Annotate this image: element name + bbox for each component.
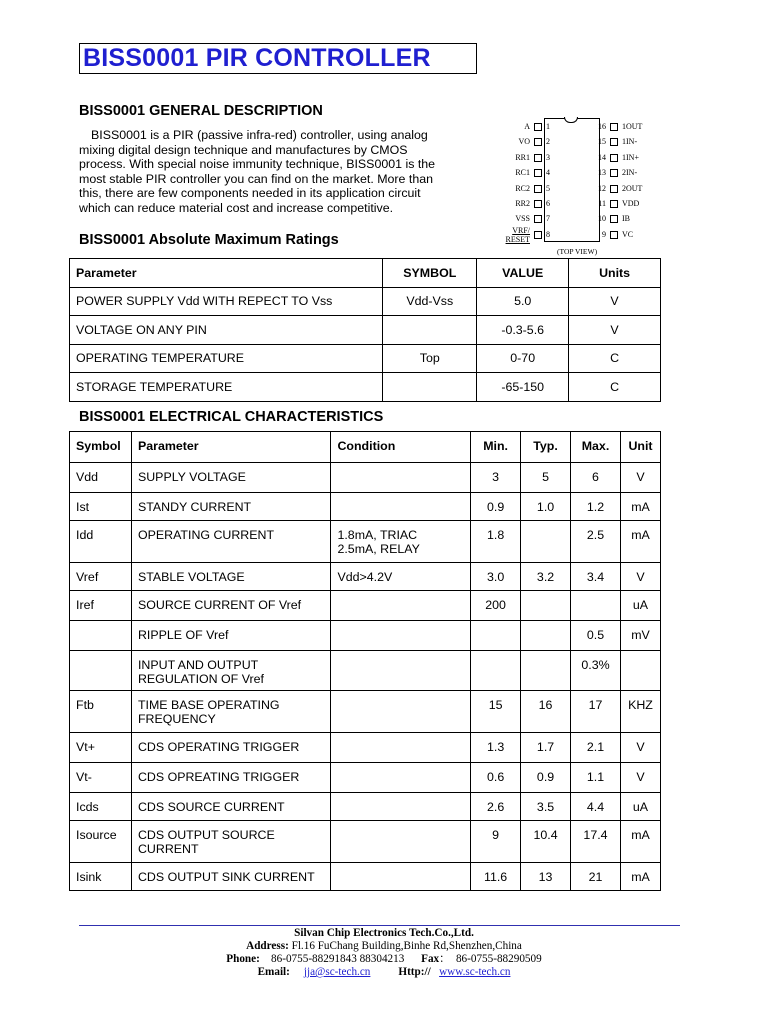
cell-condition bbox=[331, 763, 471, 793]
cell-max bbox=[571, 493, 621, 521]
cell-value: 0-70 bbox=[477, 344, 569, 373]
cell-units: V bbox=[569, 287, 661, 316]
pin-square bbox=[610, 169, 618, 177]
pin-name: VDD bbox=[622, 199, 640, 208]
cell-min bbox=[471, 863, 521, 891]
cell-value: 5.0 bbox=[477, 287, 569, 316]
cell-text: uA bbox=[632, 598, 649, 612]
cell-text: 1.3 bbox=[486, 740, 505, 754]
cell-text: Iref bbox=[76, 598, 94, 612]
pin-name: 1IN+ bbox=[622, 152, 639, 162]
cell-unit bbox=[620, 863, 660, 891]
description-line: most stable PIR controller you can find on the market. More than bbox=[79, 171, 433, 186]
cell-unit bbox=[620, 733, 660, 763]
description-line: mixing digital design technique and manufactures by CMOS bbox=[79, 142, 408, 157]
cell-text: OPERATING CURRENT bbox=[137, 528, 275, 542]
cell-text: 0.9 bbox=[536, 770, 555, 784]
cell-text: 3.2 bbox=[536, 570, 555, 584]
cell-text: mA bbox=[631, 828, 650, 842]
cell-text: Vdd bbox=[76, 470, 99, 484]
cell-text: 1.1 bbox=[586, 770, 605, 784]
pin-square bbox=[610, 200, 618, 208]
footer-phone: 86-0755-88291843 88304213 bbox=[271, 953, 405, 965]
absmax-heading: BISS0001 Absolute Maximum Ratings bbox=[79, 232, 339, 248]
cell-unit bbox=[620, 763, 660, 793]
table-row bbox=[70, 287, 661, 316]
cell-text: Vdd>4.2V bbox=[337, 570, 393, 584]
cell-max bbox=[571, 863, 621, 891]
cell-symbol bbox=[70, 463, 132, 493]
cell-typ bbox=[521, 463, 571, 493]
pin-name: RC2 bbox=[515, 183, 530, 193]
cell-symbol bbox=[383, 316, 477, 345]
elec-table bbox=[69, 431, 661, 891]
cell-condition bbox=[331, 733, 471, 763]
cell-text: STABLE VOLTAGE bbox=[137, 570, 245, 584]
cell-text-line2: REGULATION OF Vref bbox=[137, 672, 264, 686]
cell-symbol bbox=[70, 591, 132, 621]
table-row bbox=[70, 651, 661, 691]
pin-right-10 bbox=[500, 214, 660, 225]
cell-text: 1.8 bbox=[486, 528, 505, 542]
description-line: process. With special noise immunity technique, BISS0001 is the bbox=[79, 157, 436, 172]
pin-number: 6 bbox=[546, 199, 550, 208]
cell-text: 3.4 bbox=[586, 570, 605, 584]
cell-symbol bbox=[70, 821, 132, 863]
cell-symbol bbox=[383, 373, 477, 402]
cell-text: CDS OPREATING TRIGGER bbox=[137, 770, 300, 784]
header-max: Max. bbox=[571, 432, 621, 463]
pinout-diagram bbox=[500, 118, 660, 260]
cell-symbol: Top bbox=[383, 344, 477, 373]
footer-divider bbox=[79, 925, 680, 926]
pin-number: 1 bbox=[546, 122, 550, 131]
cell-typ bbox=[521, 733, 571, 763]
cell-text: 21 bbox=[588, 870, 603, 884]
header-parameter: Parameter bbox=[70, 259, 383, 288]
pin-number: 12 bbox=[598, 183, 606, 193]
table-row bbox=[70, 373, 661, 402]
cell-text: 0.9 bbox=[486, 500, 505, 514]
footer-fax-label: Fax bbox=[421, 953, 440, 965]
cell-text: Icds bbox=[76, 800, 99, 814]
title-box bbox=[79, 43, 477, 74]
cell-parameter: VOLTAGE ON ANY PIN bbox=[70, 316, 383, 345]
pin-number: 11 bbox=[598, 199, 606, 208]
cell-text-line2: FREQUENCY bbox=[137, 712, 216, 726]
cell-text: 15 bbox=[488, 698, 503, 712]
cell-condition bbox=[331, 463, 471, 493]
cell-unit bbox=[620, 591, 660, 621]
cell-max bbox=[571, 793, 621, 821]
page-title: BISS0001 PIR CONTROLLER bbox=[83, 44, 431, 72]
cell-text-line2: CURRENT bbox=[137, 842, 199, 856]
cell-unit bbox=[620, 563, 660, 591]
pin-square bbox=[610, 215, 618, 223]
cell-units: C bbox=[569, 344, 661, 373]
pin-square bbox=[610, 231, 618, 239]
pin-right-13 bbox=[500, 168, 660, 179]
table-row bbox=[70, 521, 661, 563]
cell-min bbox=[471, 651, 521, 691]
pin-name: RR2 bbox=[515, 199, 530, 208]
cell-text: Isink bbox=[76, 870, 102, 884]
cell-value: -65-150 bbox=[477, 373, 569, 402]
cell-min bbox=[471, 591, 521, 621]
cell-text-line2: 2.5mA, RELAY bbox=[337, 542, 420, 556]
cell-text: SOURCE CURRENT OF Vref bbox=[137, 598, 302, 612]
footer-email-link[interactable]: jja@sc-tech.cn bbox=[303, 966, 371, 978]
cell-min bbox=[471, 621, 521, 651]
cell-text: V bbox=[636, 770, 645, 784]
cell-text: INPUT AND OUTPUT bbox=[137, 658, 259, 672]
cell-text: KHZ bbox=[628, 698, 653, 712]
cell-text: 9 bbox=[492, 828, 500, 842]
description-line: BISS0001 is a PIR (passive infra-red) controller, using analog bbox=[91, 128, 428, 142]
header-typ: Typ. bbox=[521, 432, 571, 463]
cell-value: -0.3-5.6 bbox=[477, 316, 569, 345]
pin-right-11 bbox=[500, 199, 660, 210]
cell-typ bbox=[521, 691, 571, 733]
cell-text: CDS OUTPUT SOURCE bbox=[137, 828, 275, 842]
cell-text: 13 bbox=[538, 870, 553, 884]
cell-text: 10.4 bbox=[533, 828, 558, 842]
pin-name: 2OUT bbox=[622, 183, 643, 193]
pin-number: 4 bbox=[546, 168, 550, 178]
cell-condition bbox=[331, 651, 471, 691]
cell-typ bbox=[521, 591, 571, 621]
cell-text: Idd bbox=[76, 528, 94, 542]
description-line: which can reduce material cost and increase competitive. bbox=[79, 200, 394, 215]
cell-text: V bbox=[636, 570, 645, 584]
table-row bbox=[70, 344, 661, 373]
cell-text: 1.8mA, TRIAC bbox=[337, 528, 418, 542]
cell-text: mA bbox=[631, 528, 650, 542]
cell-text: 2.6 bbox=[486, 800, 505, 814]
table-row bbox=[70, 563, 661, 591]
cell-text: STANDY CURRENT bbox=[137, 500, 252, 514]
table-row bbox=[70, 763, 661, 793]
table-row bbox=[70, 463, 661, 493]
pin-number: 8 bbox=[546, 229, 550, 239]
pin-number: 3 bbox=[546, 152, 550, 162]
cell-condition bbox=[331, 621, 471, 651]
cell-min bbox=[471, 821, 521, 863]
cell-text: 200 bbox=[485, 598, 506, 612]
cell-text: 0.6 bbox=[486, 770, 505, 784]
cell-parameter bbox=[131, 733, 331, 763]
header-unit: Unit bbox=[620, 432, 660, 463]
elec-heading: BISS0001 ELECTRICAL CHARACTERISTICS bbox=[79, 409, 384, 425]
header-min: Min. bbox=[471, 432, 521, 463]
cell-text: 2.5 bbox=[586, 528, 605, 542]
cell-symbol bbox=[70, 863, 132, 891]
cell-text: V bbox=[636, 470, 645, 484]
cell-parameter bbox=[131, 463, 331, 493]
cell-parameter bbox=[131, 763, 331, 793]
cell-parameter bbox=[131, 621, 331, 651]
header-parameter: Parameter bbox=[131, 432, 331, 463]
table-row bbox=[70, 316, 661, 345]
cell-text: CDS OUTPUT SINK CURRENT bbox=[137, 870, 315, 884]
cell-text: 5 bbox=[542, 470, 549, 484]
table-row bbox=[70, 733, 661, 763]
cell-text: Isource bbox=[76, 828, 117, 842]
pin-name: 1OUT bbox=[622, 122, 643, 131]
header-units: Units bbox=[569, 259, 661, 288]
cell-condition bbox=[331, 493, 471, 521]
cell-parameter bbox=[131, 821, 331, 863]
cell-min bbox=[471, 463, 521, 493]
cell-typ bbox=[521, 493, 571, 521]
cell-text: Vref bbox=[76, 570, 99, 584]
absmax-table bbox=[69, 258, 661, 402]
pin-name: 1IN- bbox=[622, 137, 638, 147]
footer-company: Silvan Chip Electronics Tech.Co.,Ltd. bbox=[294, 927, 474, 939]
cell-parameter bbox=[131, 591, 331, 621]
cell-parameter bbox=[131, 863, 331, 891]
cell-text: SUPPLY VOLTAGE bbox=[137, 470, 246, 484]
cell-unit bbox=[620, 651, 660, 691]
pin-name: A bbox=[524, 122, 530, 131]
cell-condition bbox=[331, 793, 471, 821]
table-header-row bbox=[70, 259, 661, 288]
cell-text: RIPPLE OF Vref bbox=[137, 628, 229, 642]
pin-number: 15 bbox=[598, 137, 606, 147]
pin-name: VRF/ bbox=[512, 225, 530, 235]
pin-number: 13 bbox=[598, 168, 606, 178]
cell-text: 0.3% bbox=[581, 658, 610, 672]
cell-max bbox=[571, 691, 621, 733]
cell-text: mA bbox=[631, 500, 650, 514]
cell-typ bbox=[521, 521, 571, 563]
cell-text: 1.7 bbox=[536, 740, 555, 754]
cell-symbol bbox=[70, 563, 132, 591]
cell-text: uA bbox=[632, 800, 649, 814]
cell-typ bbox=[521, 621, 571, 651]
cell-symbol bbox=[70, 621, 132, 651]
cell-text: CDS SOURCE CURRENT bbox=[137, 800, 285, 814]
cell-text: 0.5 bbox=[586, 628, 605, 642]
footer bbox=[0, 927, 768, 979]
cell-min bbox=[471, 733, 521, 763]
table-row bbox=[70, 621, 661, 651]
pinout-caption: (TOP VIEW) bbox=[557, 247, 598, 256]
description-line: this, there are few components needed in its application circuit bbox=[79, 186, 421, 201]
cell-text: 2.1 bbox=[586, 740, 605, 754]
table-row bbox=[70, 591, 661, 621]
cell-unit bbox=[620, 621, 660, 651]
footer-address-label: Address: bbox=[246, 940, 289, 952]
cell-typ bbox=[521, 651, 571, 691]
cell-min bbox=[471, 563, 521, 591]
cell-max bbox=[571, 733, 621, 763]
cell-text: 3.0 bbox=[486, 570, 505, 584]
cell-text: 1.0 bbox=[536, 500, 555, 514]
cell-min bbox=[471, 521, 521, 563]
cell-unit bbox=[620, 793, 660, 821]
cell-unit bbox=[620, 521, 660, 563]
pin-number: 5 bbox=[546, 183, 550, 193]
cell-text: Vt- bbox=[76, 770, 92, 784]
cell-symbol bbox=[70, 793, 132, 821]
cell-max bbox=[571, 621, 621, 651]
pin-name-line2: RESET bbox=[505, 234, 530, 244]
general-description-heading: BISS0001 GENERAL DESCRIPTION bbox=[79, 103, 323, 119]
cell-text: 3 bbox=[492, 470, 500, 484]
footer-http-label: Http:// bbox=[398, 966, 431, 978]
pin-right-12 bbox=[500, 184, 660, 195]
cell-symbol bbox=[70, 493, 132, 521]
cell-parameter bbox=[131, 691, 331, 733]
cell-max bbox=[571, 763, 621, 793]
cell-unit bbox=[620, 463, 660, 493]
table-header-row bbox=[70, 432, 661, 463]
cell-units: V bbox=[569, 316, 661, 345]
cell-text: 17.4 bbox=[583, 828, 608, 842]
cell-text: mA bbox=[631, 870, 650, 884]
cell-text: Vt+ bbox=[76, 740, 95, 754]
cell-max bbox=[571, 651, 621, 691]
footer-fax-separator: ： bbox=[439, 953, 451, 965]
pin-name: VSS bbox=[515, 214, 530, 224]
pin-square bbox=[610, 154, 618, 162]
cell-max bbox=[571, 563, 621, 591]
cell-max bbox=[571, 591, 621, 621]
cell-unit bbox=[620, 493, 660, 521]
cell-text: 4.4 bbox=[586, 800, 605, 814]
cell-min bbox=[471, 691, 521, 733]
cell-symbol bbox=[70, 651, 132, 691]
pin-right-16 bbox=[500, 122, 660, 133]
cell-text: 17 bbox=[588, 698, 603, 712]
cell-min bbox=[471, 763, 521, 793]
pin-name: VO bbox=[518, 137, 530, 147]
pin-right-15 bbox=[500, 137, 660, 148]
pin-name: 2IN- bbox=[622, 168, 638, 178]
pin-name: IB bbox=[622, 214, 630, 224]
cell-text: 3.5 bbox=[536, 800, 555, 814]
cell-text: 1.2 bbox=[586, 500, 605, 514]
pin-name: RR1 bbox=[515, 152, 530, 162]
cell-parameter: POWER SUPPLY Vdd WITH REPECT TO Vss bbox=[70, 287, 383, 316]
cell-parameter: STORAGE TEMPERATURE bbox=[70, 373, 383, 402]
table-row bbox=[70, 863, 661, 891]
cell-condition bbox=[331, 863, 471, 891]
pin-square bbox=[610, 123, 618, 131]
table-row bbox=[70, 821, 661, 863]
cell-typ bbox=[521, 763, 571, 793]
cell-units: C bbox=[569, 373, 661, 402]
footer-fax: 86-0755-88290509 bbox=[455, 953, 542, 965]
pin-number: 10 bbox=[598, 214, 606, 224]
cell-typ bbox=[521, 821, 571, 863]
cell-max bbox=[571, 463, 621, 493]
cell-text: mV bbox=[631, 628, 650, 642]
header-symbol: Symbol bbox=[70, 432, 132, 463]
pin-number: 16 bbox=[598, 122, 606, 131]
cell-text: Ftb bbox=[76, 698, 94, 712]
cell-condition bbox=[331, 521, 471, 563]
table-row bbox=[70, 493, 661, 521]
cell-text: CDS OPERATING TRIGGER bbox=[137, 740, 300, 754]
cell-parameter bbox=[131, 793, 331, 821]
pin-name: RC1 bbox=[515, 168, 530, 178]
header-condition: Condition bbox=[331, 432, 471, 463]
cell-unit bbox=[620, 821, 660, 863]
cell-text: Ist bbox=[76, 500, 90, 514]
cell-min bbox=[471, 493, 521, 521]
footer-email-label: Email: bbox=[257, 966, 290, 978]
header-symbol: SYMBOL bbox=[383, 259, 477, 288]
cell-condition bbox=[331, 591, 471, 621]
general-description bbox=[79, 128, 479, 216]
footer-website-link[interactable]: www.sc-tech.cn bbox=[439, 966, 511, 978]
cell-symbol bbox=[70, 763, 132, 793]
cell-typ bbox=[521, 863, 571, 891]
cell-condition bbox=[331, 563, 471, 591]
cell-symbol bbox=[70, 691, 132, 733]
pin-square bbox=[610, 185, 618, 193]
pin-name: VC bbox=[622, 229, 634, 239]
cell-max bbox=[571, 821, 621, 863]
cell-text: 6 bbox=[592, 470, 599, 484]
footer-phone-label: Phone: bbox=[226, 953, 260, 965]
pin-right-9 bbox=[500, 230, 660, 241]
cell-condition bbox=[331, 691, 471, 733]
cell-condition bbox=[331, 821, 471, 863]
cell-unit bbox=[620, 691, 660, 733]
pin-number: 2 bbox=[546, 137, 550, 147]
cell-parameter bbox=[131, 493, 331, 521]
cell-text: 16 bbox=[538, 698, 553, 712]
cell-typ bbox=[521, 793, 571, 821]
cell-symbol bbox=[70, 521, 132, 563]
pin-number: 9 bbox=[602, 229, 606, 239]
cell-parameter bbox=[131, 563, 331, 591]
cell-text: V bbox=[636, 740, 645, 754]
table-row bbox=[70, 793, 661, 821]
pin-number: 14 bbox=[598, 152, 606, 162]
table-row bbox=[70, 691, 661, 733]
footer-address: Fl.16 FuChang Building,Binhe Rd,Shenzhen,China bbox=[291, 940, 522, 952]
cell-symbol: Vdd-Vss bbox=[383, 287, 477, 316]
header-value: VALUE bbox=[477, 259, 569, 288]
cell-parameter bbox=[131, 521, 331, 563]
cell-parameter bbox=[131, 651, 331, 691]
cell-symbol bbox=[70, 733, 132, 763]
cell-typ bbox=[521, 563, 571, 591]
pin-number: 7 bbox=[546, 214, 550, 224]
cell-max bbox=[571, 521, 621, 563]
cell-text: 11.6 bbox=[484, 870, 508, 884]
cell-text: TIME BASE OPERATING bbox=[137, 698, 280, 712]
pin-square bbox=[610, 138, 618, 146]
cell-min bbox=[471, 793, 521, 821]
cell-parameter: OPERATING TEMPERATURE bbox=[70, 344, 383, 373]
pin-right-14 bbox=[500, 153, 660, 164]
